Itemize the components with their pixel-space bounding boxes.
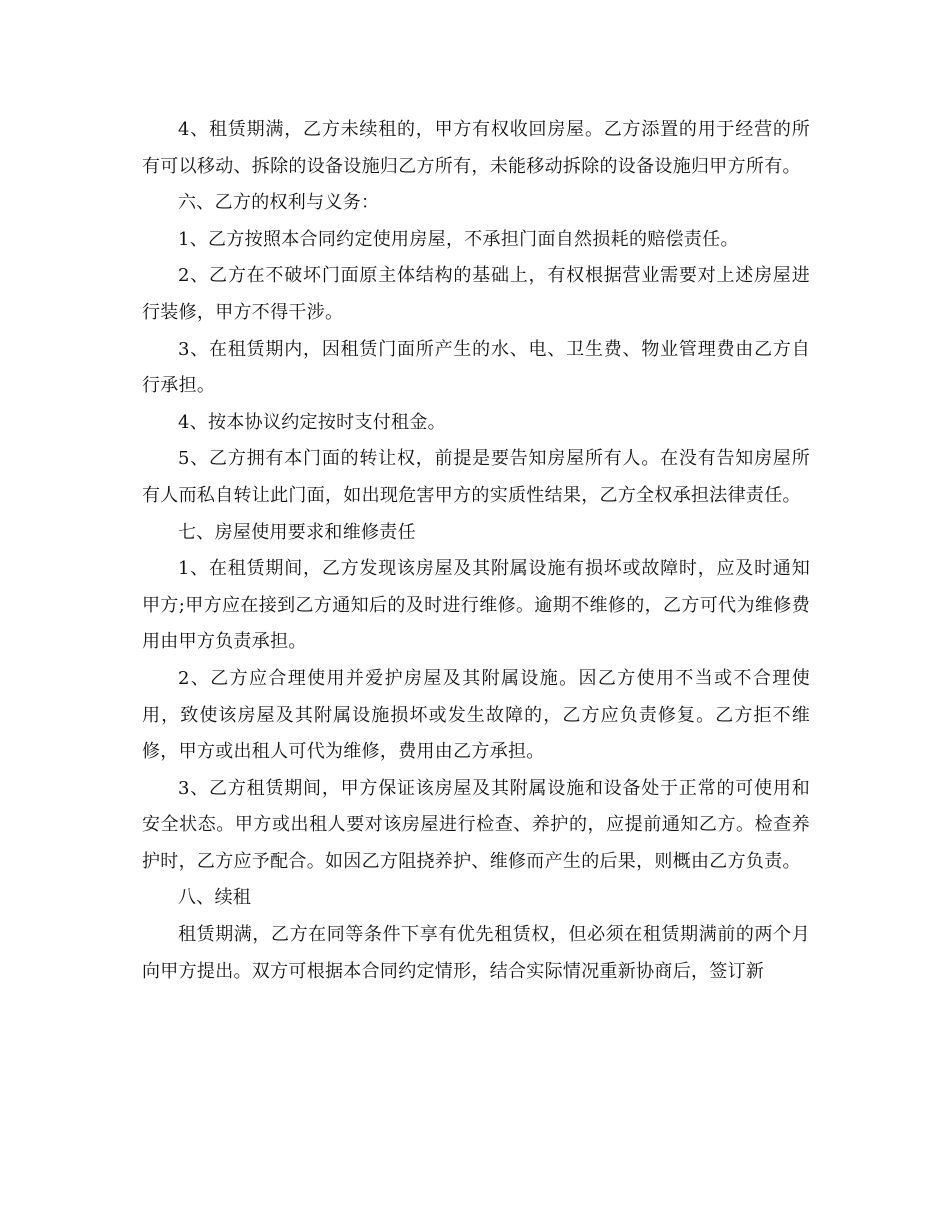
paragraph-clause-6-2: 2、乙方在不破坏门面原主体结构的基础上，有权根据营业需要对上述房屋进行装修，甲方不得干涉。	[142, 265, 810, 323]
paragraph-clause-6-5: 5、乙方拥有本门面的转让权，前提是要告知房屋所有人。在没有告知房屋所有人而私自转让此门面，如出现危害甲方的实质性结果，乙方全权承担法律责任。	[142, 448, 810, 506]
paragraph-clause-6-3: 3、在租赁期内，因租赁门面所产生的水、电、卫生费、物业管理费由乙方自行承担。	[142, 338, 810, 397]
section-heading-7: 七、房屋使用要求和维修责任	[178, 521, 416, 543]
section-heading-8: 八、续租	[178, 887, 252, 909]
paragraph-clause-5-4: 4、租赁期满，乙方未续租的，甲方有权收回房屋。乙方添置的用于经营的所有可以移动、拆除的设备设施归乙方所有，未能移动拆除的设备设施归甲方所有。	[142, 119, 810, 177]
paragraph-clause-7-3: 3、乙方租赁期间，甲方保证该房屋及其附属设施和设备处于正常的可使用和安全状态。甲方或出租人要对该房屋进行检查、养护的，应提前通知乙方。检查养护时，乙方应予配合。如因乙方阻挠养护、维修而产生的后果，则概由乙方负责。	[142, 777, 810, 872]
paragraph-clause-7-2: 2、乙方应合理使用并爱护房屋及其附属设施。因乙方使用不当或不合理使用，致使该房屋及其附属设施损坏或发生故障的，乙方应负责修复。乙方拒不维修，甲方或出租人可代为维修，费用由乙方承担。	[142, 667, 810, 763]
paragraph-clause-7-1: 1、在租赁期间，乙方发现该房屋及其附属设施有损坏或故障时，应及时通知甲方;甲方应在接到乙方通知后的及时进行维修。逾期不维修的，乙方可代为维修费用由甲方负责承担。	[142, 558, 810, 653]
paragraph-renewal: 租赁期满，乙方在同等条件下享有优先租赁权，但必须在租赁期满前的两个月向甲方提出。双方可根据本合同约定情形，结合实际情况重新协商后，签订新	[142, 924, 810, 982]
section-heading-6: 六、乙方的权利与义务：	[178, 192, 380, 214]
document-body	[142, 112, 810, 990]
paragraph-clause-6-1: 1、乙方按照本合同约定使用房屋，不承担门面自然损耗的赔偿责任。	[178, 228, 739, 250]
paragraph-clause-6-4: 4、按本协议约定按时支付租金。	[178, 411, 446, 433]
